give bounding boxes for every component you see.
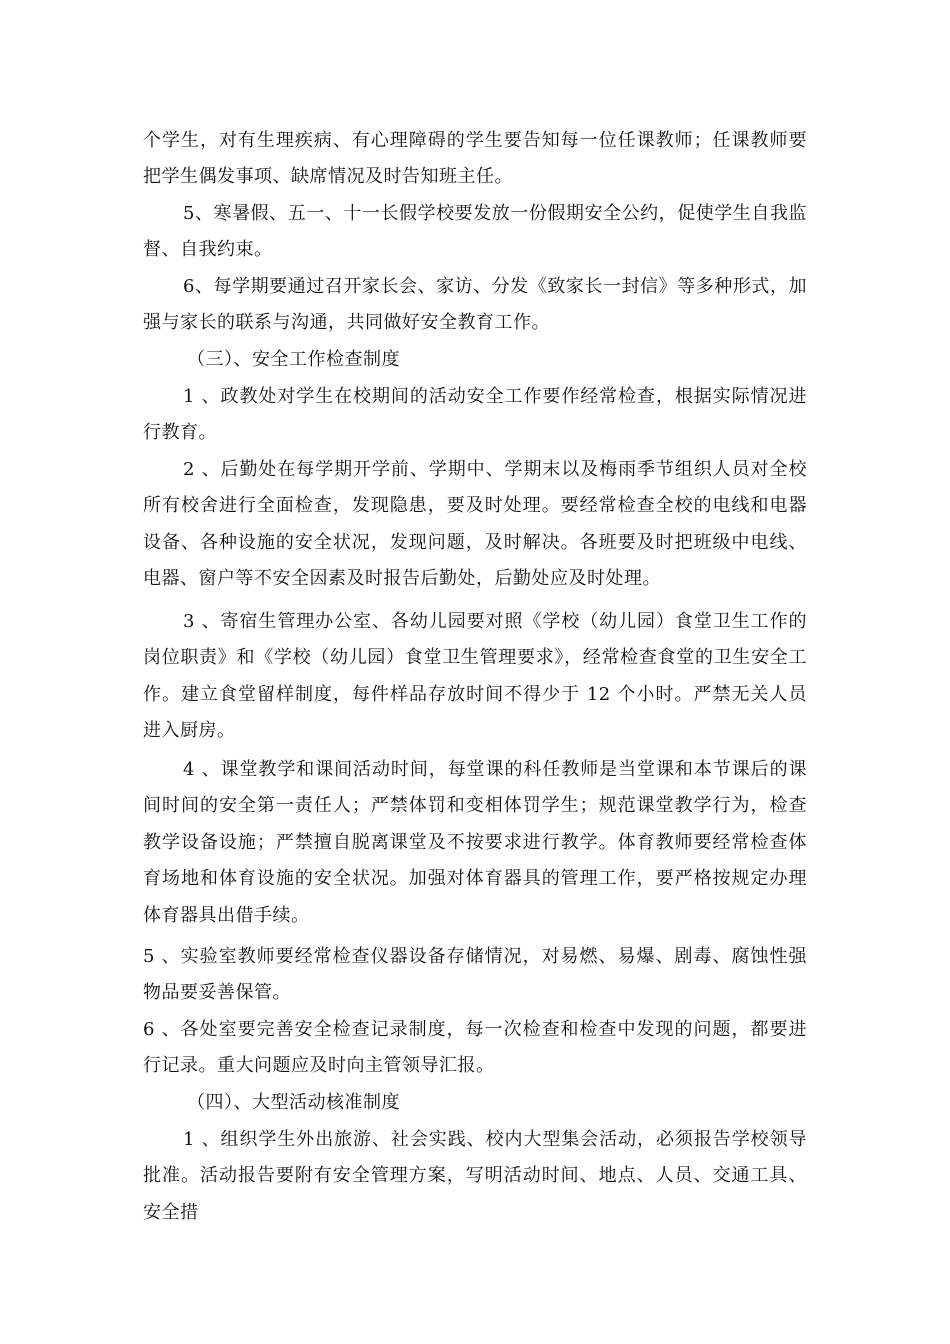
paragraph-check-2: 2 、后勤处在每学期开学前、学期中、学期末以及梅雨季节组织人员对全校所有校舍进行全面检查，发现隐患，要及时处理。要经常检查全校的电线和电器设备、各种设施的安全状况，发现问题，及时解决。各班要及时把班级中电线、电器、窗户等不安全因素及时报告后勤处，后勤处应及时处理。 — [143, 459, 807, 590]
section-heading-4: （四）、大型活动核准制度 — [187, 1092, 400, 1113]
paragraph-item-5: 5、寒暑假、五一、十一长假学校要发放一份假期安全公约，促使学生自我监督、自我约束。 — [143, 203, 807, 261]
paragraph-event-1: 1 、组织学生外出旅游、社会实践、校内大型集会活动，必须报告学校领导批准。活动报告要附有安全管理方案，写明活动时间、地点、人员、交通工具、安全措 — [143, 1129, 807, 1223]
section-heading-3: （三）、安全工作检查制度 — [187, 349, 400, 370]
paragraph-check-3: 3 、寄宿生管理办公室、各幼儿园要对照《学校（幼儿园）食堂卫生工作的岗位职责》和《学校（幼儿园）食堂卫生管理要求》，经常检查食堂的卫生安全工作。建立食堂留样制度，每件样品存放时间不得少于 12 个小时。严禁无关人员进入厨房。 — [143, 611, 807, 742]
paragraph-check-4: 4 、课堂教学和课间活动时间，每堂课的科任教师是当堂课和本节课后的课间时间的安全第一责任人；严禁体罚和变相体罚学生；规范课堂教学行为，检查教学设备设施；严禁擅自脱离课堂及不按要求进行教学。体育教师要经常检查体育场地和体育设施的安全状况。加强对体育器具的管理工作，要严格按规定办理体育器具出借手续。 — [143, 759, 807, 926]
paragraph-check-6: 6 、各处室要完善安全检查记录制度，每一次检查和检查中发现的问题，都要进行记录。重大问题应及时向主管领导汇报。 — [143, 1019, 807, 1077]
paragraph-continuation: 个学生，对有生理疾病、有心理障碍的学生要告知每一位任课教师；任课教师要把学生偶发事项、缺席情况及时告知班主任。 — [143, 130, 807, 188]
paragraph-check-1: 1 、政教处对学生在校期间的活动安全工作要作经常检查，根据实际情况进行教育。 — [143, 386, 807, 444]
paragraph-check-5: 5 、实验室教师要经常检查仪器设备存储情况，对易燃、易爆、剧毒、腐蚀性强物品要妥善保管。 — [143, 946, 807, 1004]
paragraph-item-6: 6、每学期要通过召开家长会、家访、分发《致家长一封信》等多种形式，加强与家长的联系与沟通，共同做好安全教育工作。 — [143, 276, 807, 334]
